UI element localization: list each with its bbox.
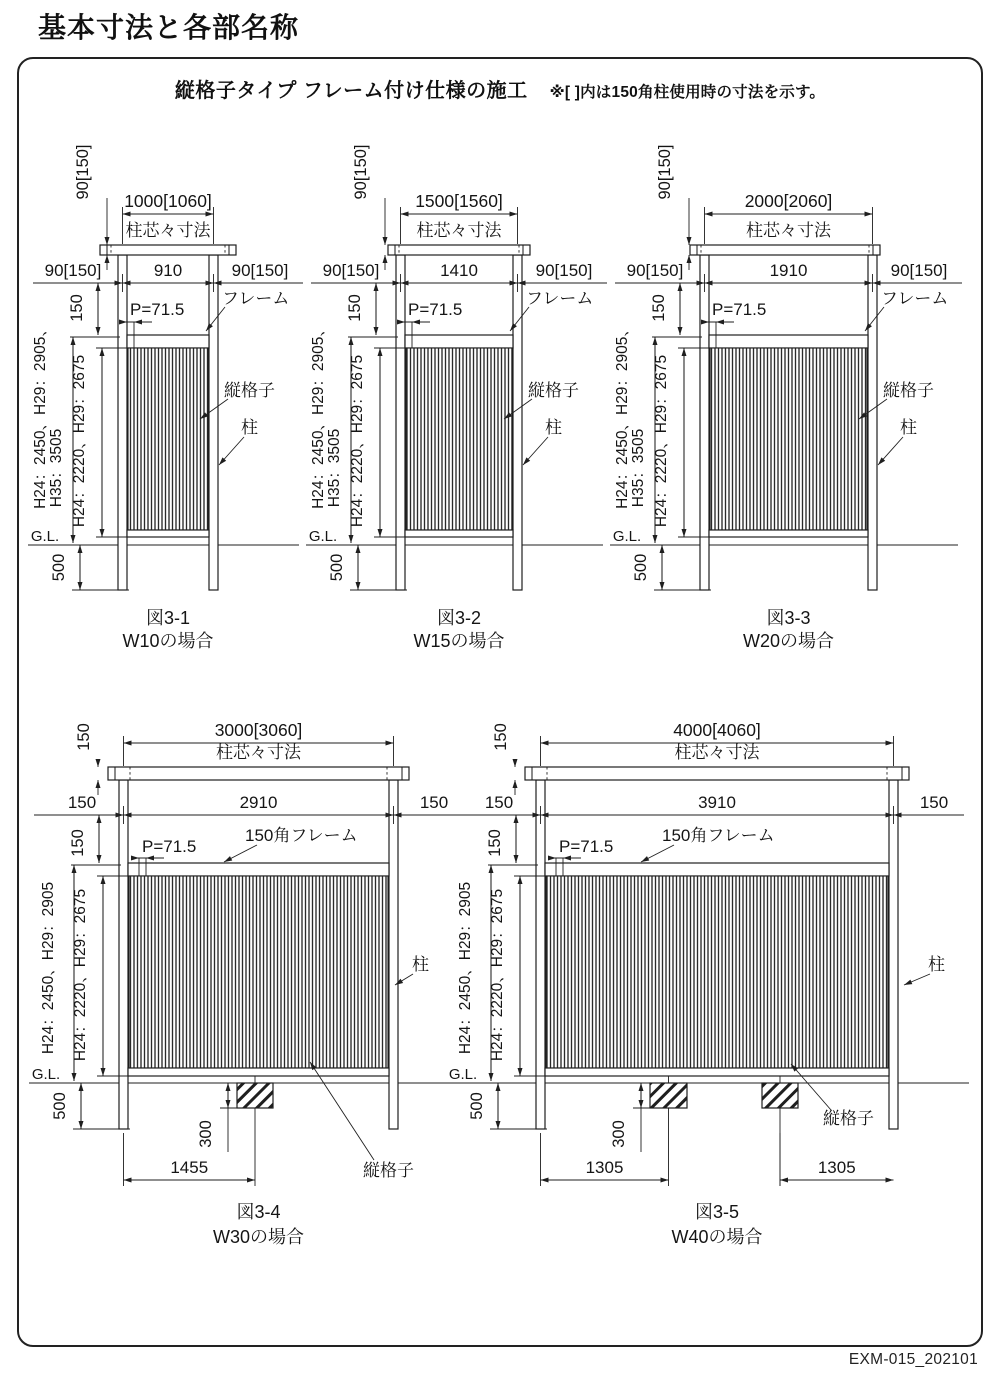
lattice-label: 縦格子 <box>528 381 579 400</box>
dim-pitch: P=71.5 <box>130 300 185 319</box>
gl-label: G.L. <box>308 528 338 545</box>
dim-block-depth: 300 <box>197 1120 215 1148</box>
figure-caption: 図3-3 <box>766 608 811 628</box>
frame-label: 150角フレーム <box>662 826 775 845</box>
dim-embed-500: 500 <box>51 1092 69 1120</box>
dim-height-outer-2: H35：3505 <box>326 428 343 508</box>
dim-side-right: 150 <box>419 793 449 812</box>
dim-top-offset: 150 <box>492 723 510 751</box>
lattice-label: 縦格子 <box>823 1109 874 1128</box>
dim-panel-width: 1910 <box>769 261 808 280</box>
dim-embed-500: 500 <box>50 553 68 582</box>
dim-gap-150: 150 <box>486 829 504 857</box>
dim-height-outer-2: H35：3505 <box>630 428 647 508</box>
gl-label: G.L. <box>612 528 642 545</box>
post-label: 柱 <box>545 418 562 437</box>
dim-embed-500: 500 <box>328 553 346 582</box>
dim-pitch: P=71.5 <box>142 837 197 856</box>
figure-caption: 図3-4 <box>236 1202 281 1222</box>
dim-height-inner: H24：2220、H29：2675 <box>71 354 88 528</box>
gl-label: G.L. <box>448 1066 478 1083</box>
dim-height-inner: H24：2220、H29：2675 <box>653 354 670 528</box>
post-label: 柱 <box>412 955 429 974</box>
dim-block-depth: 300 <box>610 1120 628 1148</box>
dim-block-distance: 1305 <box>585 1158 624 1177</box>
dim-embed-500: 500 <box>632 553 650 582</box>
dim-top-offset: 150 <box>75 723 93 751</box>
center-dim-label: 柱芯々寸法 <box>125 221 211 240</box>
doc-code: EXM-015_202101 <box>848 1351 978 1368</box>
dim-panel-width: 910 <box>153 261 183 280</box>
dim-side-left: 90[150] <box>626 261 684 280</box>
dim-top-offset: 90[150] <box>656 144 674 200</box>
dim-side-right: 90[150] <box>535 261 593 280</box>
dim-side-left: 90[150] <box>322 261 380 280</box>
dim-panel-width: 3910 <box>698 793 736 812</box>
center-dim-label: 柱芯々寸法 <box>746 221 831 240</box>
dim-gap-150: 150 <box>69 829 87 857</box>
figure-3-2 <box>306 144 607 651</box>
post-label: 柱 <box>928 955 945 974</box>
center-dim-label: 柱芯々寸法 <box>674 743 760 762</box>
dim-side-left: 150 <box>484 793 514 812</box>
dim-gap-150: 150 <box>68 294 86 322</box>
figure-case: W15の場合 <box>413 631 505 651</box>
dim-block-distance: 1305 <box>817 1158 856 1177</box>
dim-embed-500: 500 <box>468 1092 486 1120</box>
panel-subtitle: 縦格子タイプ フレーム付け仕様の施工 <box>174 80 528 102</box>
dim-block-distance: 1455 <box>170 1158 209 1177</box>
frame-label: フレーム <box>526 289 594 308</box>
dim-height-outer: H24：2450、H29：2905 <box>40 881 57 1055</box>
dim-side-right: 150 <box>919 793 949 812</box>
figure-3-5 <box>446 720 969 1247</box>
figure-3-3 <box>610 144 962 651</box>
dim-height-outer: H24：2450、H29：2905、 <box>614 321 631 509</box>
figure-3-4 <box>29 720 469 1247</box>
center-dim-label: 柱芯々寸法 <box>216 743 301 762</box>
dim-pitch: P=71.5 <box>408 300 463 319</box>
lattice-label: 縦格子 <box>224 381 275 400</box>
figure-case: W20の場合 <box>742 631 835 651</box>
dim-span: 1500[1560] <box>415 191 503 211</box>
page-title: 基本寸法と各部名称 <box>38 12 300 43</box>
frame-label: フレーム <box>881 289 949 308</box>
panel-note: ※[ ]内は150角柱使用時の寸法を示す。 <box>549 84 826 101</box>
frame-label: フレーム <box>222 289 290 308</box>
dim-span: 4000[4060] <box>673 720 761 740</box>
dim-top-offset: 90[150] <box>74 144 92 200</box>
dim-panel-width: 1410 <box>440 261 478 280</box>
dim-height-inner: H24：2220、H29：2675 <box>489 888 506 1062</box>
gl-label: G.L. <box>30 528 60 545</box>
dim-height-outer: H24：2450、H29：2905、 <box>310 321 327 509</box>
dim-span: 2000[2060] <box>744 191 833 211</box>
dim-side-right: 90[150] <box>231 261 289 280</box>
dim-side-left: 150 <box>67 793 97 812</box>
dim-side-right: 90[150] <box>890 261 948 280</box>
lattice-label: 縦格子 <box>363 1161 414 1180</box>
dim-gap-150: 150 <box>346 294 364 322</box>
frame-label: 150角フレーム <box>245 826 358 845</box>
dim-height-outer: H24：2450、H29：2905 <box>457 881 474 1055</box>
panel-header <box>0 74 1000 103</box>
gl-label: G.L. <box>31 1066 61 1083</box>
dim-height-outer-2: H35：3505 <box>48 428 65 508</box>
figure-caption: 図3-5 <box>694 1202 740 1222</box>
post-label: 柱 <box>900 418 917 437</box>
dim-height-inner: H24：2220、H29：2675 <box>72 888 89 1062</box>
dim-side-left: 90[150] <box>44 261 102 280</box>
post-label: 柱 <box>241 418 258 437</box>
figure-case: W10の場合 <box>122 631 214 651</box>
dim-height-inner: H24：2220、H29：2675 <box>349 354 366 528</box>
center-dim-label: 柱芯々寸法 <box>416 221 502 240</box>
diagram-canvas <box>0 110 1000 1347</box>
dim-pitch: P=71.5 <box>712 300 767 319</box>
dim-panel-width: 2910 <box>239 793 278 812</box>
dim-pitch: P=71.5 <box>559 837 614 856</box>
dim-height-outer: H24：2450、H29：2905、 <box>32 321 49 509</box>
figure-caption: 図3-2 <box>436 608 482 628</box>
figure-case: W40の場合 <box>671 1227 763 1247</box>
dim-top-offset: 90[150] <box>352 144 370 200</box>
lattice-label: 縦格子 <box>883 381 934 400</box>
dim-span: 1000[1060] <box>124 191 212 211</box>
dim-gap-150: 150 <box>650 294 668 322</box>
figure-case: W30の場合 <box>212 1227 305 1247</box>
dim-span: 3000[3060] <box>214 720 303 740</box>
figure-caption: 図3-1 <box>145 608 191 628</box>
figure-3-1 <box>28 144 303 651</box>
